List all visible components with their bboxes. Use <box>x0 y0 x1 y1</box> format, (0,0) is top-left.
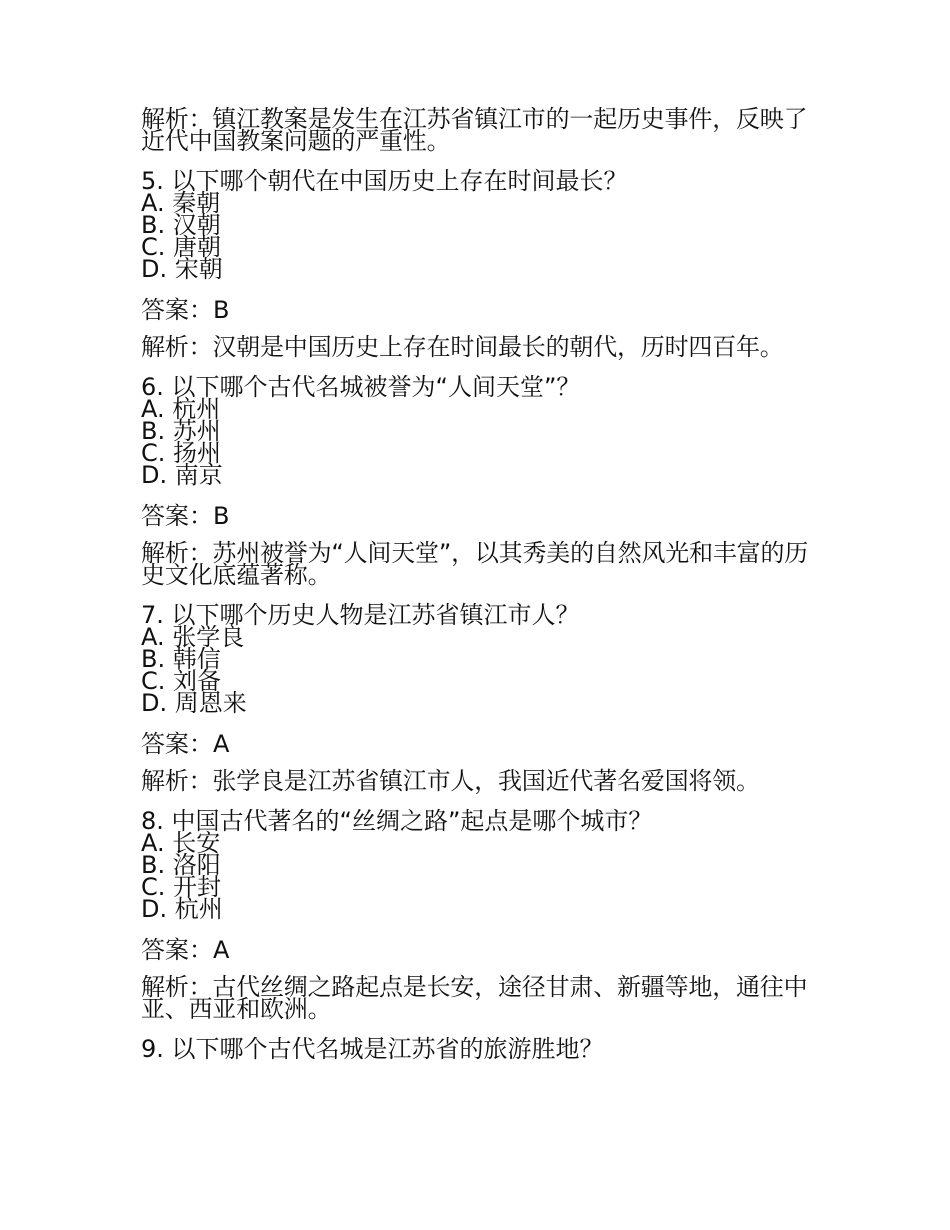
explanation-7: 解析：张学良是江苏省镇江市人，我国近代著名爱国将领。 <box>141 767 760 795</box>
option-d: D. 南京 <box>141 461 223 489</box>
question-7 <box>141 601 813 717</box>
question-title: 6. 以下哪个古代名城被誉为“人间天堂”？ <box>141 373 581 401</box>
answer-7: 答案：A <box>141 730 230 758</box>
option-b: B. 苏州 <box>141 417 221 445</box>
answer-5: 答案：B <box>141 296 230 324</box>
question-title: 9. 以下哪个古代名城是江苏省的旅游胜地？ <box>141 1035 604 1063</box>
option-d: D. 周恩来 <box>141 689 247 717</box>
option-c: C. 唐朝 <box>141 233 222 261</box>
question-8 <box>141 807 813 923</box>
option-a: A. 张学良 <box>141 623 245 651</box>
question-9 <box>141 1035 813 1063</box>
question-title: 8. 中国古代著名的“丝绸之路”起点是哪个城市？ <box>141 807 653 835</box>
explanation-8: 解析：古代丝绸之路起点是长安，途径甘肃、新疆等地，通往中亚、西亚和欧洲。 <box>141 973 808 1023</box>
explanation-4: 解析：镇江教案是发生在江苏省镇江市的一起历史事件，反映了近代中国教案问题的严重性。 <box>141 105 808 155</box>
option-a: A. 长安 <box>141 829 221 857</box>
explanation-5: 解析：汉朝是中国历史上存在时间最长的朝代，历时四百年。 <box>141 333 784 361</box>
answer-6: 答案：B <box>141 502 230 530</box>
option-d: D. 杭州 <box>141 895 223 923</box>
option-a: A. 秦朝 <box>141 189 221 217</box>
option-b: B. 洛阳 <box>141 851 221 879</box>
option-d: D. 宋朝 <box>141 255 223 283</box>
option-b: B. 韩信 <box>141 645 221 673</box>
option-c: C. 扬州 <box>141 439 222 467</box>
question-title: 7. 以下哪个历史人物是江苏省镇江市人？ <box>141 601 580 629</box>
question-5 <box>141 167 813 283</box>
answer-8: 答案：A <box>141 936 230 964</box>
question-6 <box>141 373 813 489</box>
question-title: 5. 以下哪个朝代在中国历史上存在时间最长？ <box>141 167 628 195</box>
option-b: B. 汉朝 <box>141 211 221 239</box>
document-body <box>141 105 813 1063</box>
option-c: C. 刘备 <box>141 667 222 695</box>
option-a: A. 杭州 <box>141 395 221 423</box>
explanation-6: 解析：苏州被誉为“人间天堂”，以其秀美的自然风光和丰富的历史文化底蕴著称。 <box>141 539 809 589</box>
option-c: C. 开封 <box>141 873 222 901</box>
